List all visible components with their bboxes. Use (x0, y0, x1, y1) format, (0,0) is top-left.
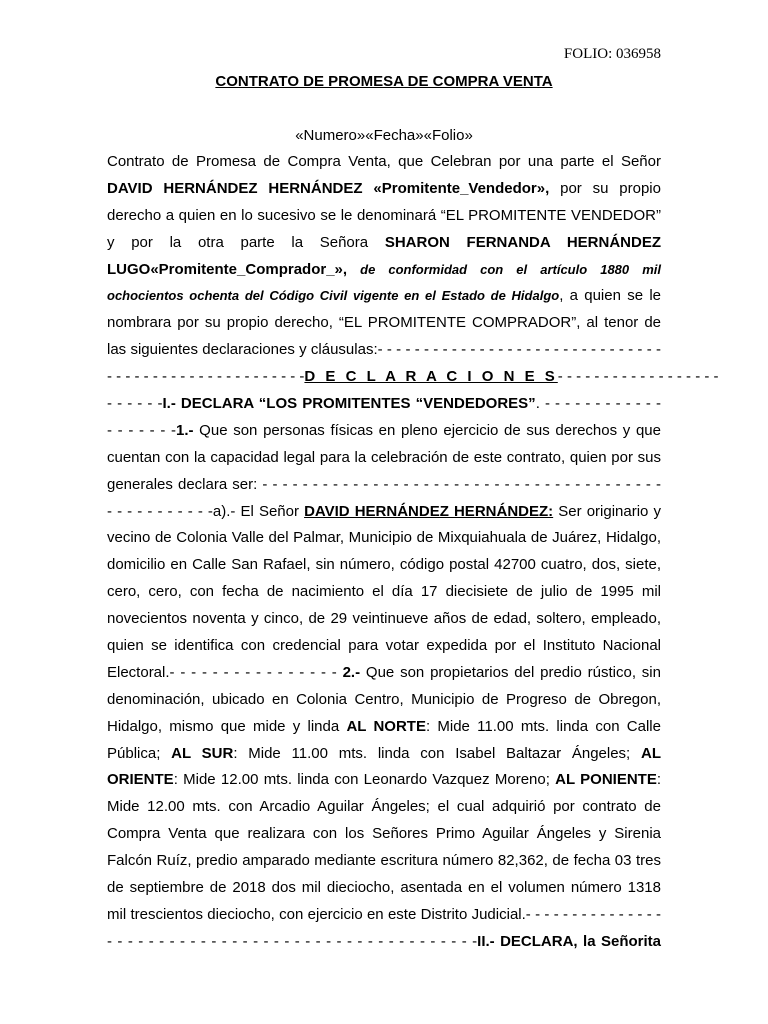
text-line: domicilio en Calle San Rafael, sin número, código postal 42700 cuatro, dos, siete, (107, 556, 661, 574)
text-line: Electoral.- - - - - - - - - - - - - - - - 2.- Que son propietarios del predio rústico, sin (107, 663, 661, 681)
text-line: cero, cero, con fecha de nacimiento el día 17 diecisiete de julio de 1995 mil (107, 583, 661, 601)
text-line: nombrara por su propio derecho, “EL PROMITENTE COMPRADOR”, al tenor de (107, 314, 661, 332)
text-line: generales declara ser: - - - - - - - - - - - - - - - - - - - - - - - - - - - - - - - - - - - - - - - - (107, 475, 661, 493)
text-line: mil trescientos dieciocho, con ejercicio en este Distrito Judicial.- - - - - - - - - - - - - - - (107, 905, 661, 923)
text-line: las siguientes declaraciones y cláusulas:- - - - - - - - - - - - - - - - - - - - - - - - - - - - - - - (107, 341, 661, 359)
text-line: Pública; AL SUR: Mide 11.00 mts. linda con Isabel Baltazar Ángeles; AL (107, 744, 661, 762)
text-line: cuentan con la capacidad legal para la celebración de este contrato, quien por sus (107, 448, 661, 466)
document-title: CONTRATO DE PROMESA DE COMPRA VENTA (215, 73, 553, 90)
text-line: Contrato de Promesa de Compra Venta, que Celebran por una parte el Señor (107, 153, 661, 170)
text-line: vecino de Colonia Valle del Palmar, Municipio de Mixquiahuala de Juárez, Hidalgo, (107, 529, 661, 547)
text-line: novecientos noventa y cinco, de 29 veintinueve años de edad, soltero, empleado, (107, 610, 661, 628)
text-line: derecho a quien en lo sucesivo se le denominará “EL PROMITENTE VENDEDOR” (107, 206, 661, 224)
text-line: Falcón Ruíz, predio amparado mediante escritura número 82,362, de fecha 03 tres (107, 852, 661, 870)
section-i-heading: - - - - - -I.- DECLARA “LOS PROMITENTES “VENDEDORES”. - - - - - - - - - - - - (107, 395, 661, 413)
document-body (107, 149, 719, 956)
folio-number: FOLIO: 036958 (563, 46, 661, 62)
text-line: LUGO«Promitente_Comprador_», de conformidad con el artículo 1880 mil (107, 260, 661, 278)
text-line: DAVID HERNÁNDEZ HERNÁNDEZ «Promitente_Vendedor», por su propio (107, 179, 661, 197)
text-line: - - - - - - - - - - -a).- El Señor DAVID HERNÁNDEZ HERNÁNDEZ: Ser originario y (107, 502, 661, 520)
text-line: ORIENTE: Mide 12.00 mts. linda con Leonardo Vazquez Moreno; AL PONIENTE: (107, 771, 661, 789)
text-line: quien se identifica con credencial para votar expedida por el Instituto Nacional (107, 637, 661, 655)
text-line: Hidalgo, mismo que mide y linda AL NORTE: Mide 11.00 mts. linda con Calle (107, 717, 661, 735)
text-line: denominación, ubicado en Colonia Centro, Municipio de Progreso de Obregon, (107, 690, 661, 708)
text-line: Compra Venta que realizara con los Señores Primo Aguilar Ángeles y Sirenia (107, 825, 661, 843)
text-line: - - - - - - -1.- Que son personas físicas en pleno ejercicio de sus derechos y que (107, 421, 661, 439)
text-line: Mide 12.00 mts. con Arcadio Aguilar Ángeles; el cual adquirió por contrato de (107, 798, 661, 816)
merge-placeholders: «Numero»«Fecha»«Folio» (295, 127, 473, 144)
section-ii-heading: - - - - - - - - - - - - - - - - - - - - - - - - - - - - - - - - - - - -II.- DECLARA, la Señorita (107, 932, 661, 950)
text-line: y por la otra parte la Señora SHARON FERNANDA HERNÁNDEZ (107, 233, 661, 251)
text-line: de septiembre de 2018 dos mil dieciocho, asentada en el volumen número 1318 (107, 879, 661, 897)
text-line: ochocientos ochenta del Código Civil vigente en el Estado de Hidalgo, a quien se le (107, 287, 661, 305)
declaraciones-heading: - - - - - - - - - - - - - - - - - - - - - -D E C L A R A C I O N E S- - - - - - - - - - - - - - - - - - (107, 368, 719, 386)
